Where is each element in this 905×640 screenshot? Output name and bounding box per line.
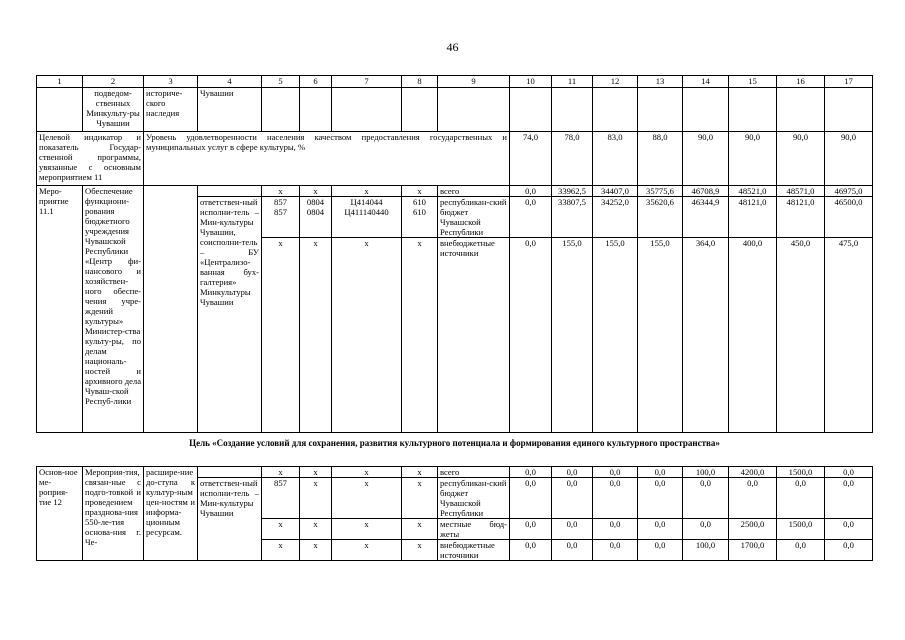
value-cell: 155,0 bbox=[552, 238, 593, 433]
table-header-row bbox=[37, 76, 873, 88]
table-cell bbox=[144, 186, 198, 433]
column-header: 13 bbox=[638, 76, 683, 88]
funding-source: всего bbox=[438, 186, 510, 197]
budget-table bbox=[36, 75, 873, 561]
value-cell: 34407,0 bbox=[593, 186, 638, 197]
column-header: 9 bbox=[438, 76, 510, 88]
table-cell: историче-ского наследия bbox=[144, 88, 198, 132]
table-row bbox=[37, 467, 873, 478]
indicator-text: Уровень удовлетворенности населения качеством предоставления государственных и муниципальных услуг в сфере культуры, % bbox=[144, 132, 510, 186]
measure-description: Мероприя-тия, связан-ные с подго-товкой и проведением празднова-ния 550-ле-тия основа-ния г. Че- bbox=[83, 467, 144, 561]
value-cell: 475,0 bbox=[825, 238, 873, 433]
column-header: 12 bbox=[593, 76, 638, 88]
measure-description: Обеспечение функциони-рования бюджетного учреждения Чувашской Республики «Центр фи-нансового и хозяйствен-ного обеспе-чения учре-ждений культуры» Министер-ства культу-ры, по делам националь-ностей и архивного дела Чуваш-ской Респуб-лики bbox=[83, 186, 144, 433]
table-cell: x bbox=[332, 238, 402, 433]
value-cell: 0,0 bbox=[593, 467, 638, 478]
table-cell: x bbox=[300, 478, 332, 519]
value-cell: 0,0 bbox=[510, 478, 552, 519]
table-cell bbox=[683, 88, 729, 132]
value-cell: 0,0 bbox=[729, 478, 777, 519]
value-cell: 364,0 bbox=[683, 238, 729, 433]
indicator-value: 78,0 bbox=[552, 132, 593, 186]
indicator-value: 90,0 bbox=[825, 132, 873, 186]
table-cell: Ц414044 Ц411140440 bbox=[332, 197, 402, 238]
table-cell bbox=[300, 88, 332, 132]
column-header: 4 bbox=[198, 76, 262, 88]
table-cell: x bbox=[300, 186, 332, 197]
table-cell bbox=[729, 88, 777, 132]
value-cell: 46344,9 bbox=[683, 197, 729, 238]
column-header: 7 bbox=[332, 76, 402, 88]
value-cell: 0,0 bbox=[638, 519, 683, 540]
goal-row bbox=[37, 433, 873, 467]
table-cell: подведом-ственных Минкульту-ры Чувашии bbox=[83, 88, 144, 132]
column-header: 10 bbox=[510, 76, 552, 88]
value-cell: 48121,0 bbox=[777, 197, 825, 238]
table-cell: x bbox=[332, 186, 402, 197]
value-cell: 0,0 bbox=[638, 467, 683, 478]
table-cell: x bbox=[262, 519, 300, 540]
funding-source: республикан-ский бюджет Чувашской Республики bbox=[438, 197, 510, 238]
table-cell: x bbox=[262, 186, 300, 197]
table-cell: x bbox=[300, 519, 332, 540]
value-cell: 48121,0 bbox=[729, 197, 777, 238]
table-cell: x bbox=[402, 540, 438, 561]
indicator-value: 90,0 bbox=[683, 132, 729, 186]
value-cell: 0,0 bbox=[825, 467, 873, 478]
table-cell bbox=[593, 88, 638, 132]
table-cell: x bbox=[402, 519, 438, 540]
column-header: 3 bbox=[144, 76, 198, 88]
value-cell: 0,0 bbox=[683, 478, 729, 519]
value-cell: 0,0 bbox=[552, 540, 593, 561]
value-cell: 1700,0 bbox=[729, 540, 777, 561]
value-cell: 33962,5 bbox=[552, 186, 593, 197]
table-cell bbox=[332, 88, 402, 132]
page-number: 46 bbox=[446, 40, 459, 54]
table-cell: x bbox=[332, 467, 402, 478]
value-cell: 155,0 bbox=[593, 238, 638, 433]
funding-source: внебюджетные источники bbox=[438, 238, 510, 433]
value-cell: 0,0 bbox=[552, 467, 593, 478]
column-header: 2 bbox=[83, 76, 144, 88]
value-cell: 0,0 bbox=[510, 186, 552, 197]
column-header: 16 bbox=[777, 76, 825, 88]
value-cell: 100,0 bbox=[683, 467, 729, 478]
table-cell bbox=[198, 186, 262, 197]
table-cell: x bbox=[300, 467, 332, 478]
table-cell bbox=[402, 88, 438, 132]
table-cell: 857 bbox=[262, 478, 300, 519]
funding-source: внебюджетные источники bbox=[438, 540, 510, 561]
value-cell: 0,0 bbox=[825, 519, 873, 540]
table-cell bbox=[37, 88, 83, 132]
value-cell: 0,0 bbox=[777, 540, 825, 561]
column-header: 17 bbox=[825, 76, 873, 88]
table-cell: x bbox=[402, 186, 438, 197]
column-header: 14 bbox=[683, 76, 729, 88]
table-cell: x bbox=[300, 540, 332, 561]
goal-heading: Цель «Создание условий для сохранения, развития культурного потенциала и формирования единого культурного пространства» bbox=[189, 438, 720, 448]
measure-goal-text: расшире-ние до-ступа к культур-ным цен-ностям и информа-ционным ресурсам. bbox=[144, 467, 198, 561]
table-cell: x bbox=[332, 478, 402, 519]
value-cell: 46708,9 bbox=[683, 186, 729, 197]
value-cell: 48571,0 bbox=[777, 186, 825, 197]
value-cell: 100,0 bbox=[683, 540, 729, 561]
funding-source: республикан-ский бюджет Чувашской Республики bbox=[438, 478, 510, 519]
value-cell: 0,0 bbox=[510, 540, 552, 561]
table-cell: x bbox=[402, 238, 438, 433]
table-cell: 0804 0804 bbox=[300, 197, 332, 238]
table-cell: x bbox=[332, 540, 402, 561]
value-cell: 400,0 bbox=[729, 238, 777, 433]
table-cell bbox=[638, 88, 683, 132]
responsible-executor: ответствен-ный исполни-тель – Мин-культуры Чувашии bbox=[198, 478, 262, 561]
table-cell: x bbox=[262, 540, 300, 561]
value-cell: 0,0 bbox=[825, 540, 873, 561]
value-cell: 0,0 bbox=[510, 238, 552, 433]
table-cell bbox=[510, 88, 552, 132]
value-cell: 4200,0 bbox=[729, 467, 777, 478]
value-cell: 450,0 bbox=[777, 238, 825, 433]
indicator-value: 74,0 bbox=[510, 132, 552, 186]
value-cell: 46500,0 bbox=[825, 197, 873, 238]
table-cell: x bbox=[402, 478, 438, 519]
value-cell: 1500,0 bbox=[777, 467, 825, 478]
value-cell: 0,0 bbox=[552, 519, 593, 540]
table-cell: x bbox=[262, 467, 300, 478]
indicator-value: 90,0 bbox=[777, 132, 825, 186]
indicator-label: Целевой индикатор и показатель Государ-ственной программы, увязанные с основным мероприятием 11 bbox=[37, 132, 144, 186]
table-cell: x bbox=[300, 238, 332, 433]
value-cell: 0,0 bbox=[683, 519, 729, 540]
responsible-executor: ответствен-ный исполни-тель – Мин-культуры Чувашии, соисполни-тель – БУ «Централизо-ванная бух-галтерия» Минкультуры Чувашии bbox=[198, 197, 262, 433]
value-cell: 0,0 bbox=[593, 519, 638, 540]
table-cell bbox=[825, 88, 873, 132]
indicator-row bbox=[37, 132, 873, 186]
funding-source: местные бюд-жеты bbox=[438, 519, 510, 540]
value-cell: 0,0 bbox=[825, 478, 873, 519]
indicator-value: 83,0 bbox=[593, 132, 638, 186]
funding-source: всего bbox=[438, 467, 510, 478]
value-cell: 34252,0 bbox=[593, 197, 638, 238]
value-cell: 0,0 bbox=[638, 478, 683, 519]
table-cell bbox=[552, 88, 593, 132]
value-cell: 0,0 bbox=[510, 467, 552, 478]
table-row bbox=[37, 88, 873, 132]
value-cell: 0,0 bbox=[552, 478, 593, 519]
value-cell: 0,0 bbox=[777, 478, 825, 519]
value-cell: 35620,6 bbox=[638, 197, 683, 238]
value-cell: 0,0 bbox=[638, 540, 683, 561]
value-cell: 33807,5 bbox=[552, 197, 593, 238]
table-cell bbox=[198, 467, 262, 478]
value-cell: 0,0 bbox=[510, 197, 552, 238]
table-cell: x bbox=[262, 238, 300, 433]
indicator-value: 88,0 bbox=[638, 132, 683, 186]
table-row bbox=[37, 186, 873, 197]
table-cell: x bbox=[332, 519, 402, 540]
table-cell: 857 857 bbox=[262, 197, 300, 238]
value-cell: 0,0 bbox=[593, 540, 638, 561]
value-cell: 2500,0 bbox=[729, 519, 777, 540]
column-header: 11 bbox=[552, 76, 593, 88]
table-cell bbox=[438, 88, 510, 132]
column-header: 1 bbox=[37, 76, 83, 88]
measure-name: Основ-ное ме-роприя-тие 12 bbox=[37, 467, 83, 561]
value-cell: 1500,0 bbox=[777, 519, 825, 540]
table-cell bbox=[262, 88, 300, 132]
value-cell: 48521,0 bbox=[729, 186, 777, 197]
table-cell: Чувашии bbox=[198, 88, 262, 132]
value-cell: 0,0 bbox=[510, 519, 552, 540]
indicator-value: 90,0 bbox=[729, 132, 777, 186]
value-cell: 46975,0 bbox=[825, 186, 873, 197]
value-cell: 0,0 bbox=[593, 478, 638, 519]
column-header: 15 bbox=[729, 76, 777, 88]
column-header: 8 bbox=[402, 76, 438, 88]
column-header: 5 bbox=[262, 76, 300, 88]
value-cell: 35775,6 bbox=[638, 186, 683, 197]
table-cell: 610 610 bbox=[402, 197, 438, 238]
measure-name: Меро-приятие 11.1 bbox=[37, 186, 83, 433]
column-header: 6 bbox=[300, 76, 332, 88]
table-cell bbox=[777, 88, 825, 132]
value-cell: 155,0 bbox=[638, 238, 683, 433]
table-cell: x bbox=[402, 467, 438, 478]
